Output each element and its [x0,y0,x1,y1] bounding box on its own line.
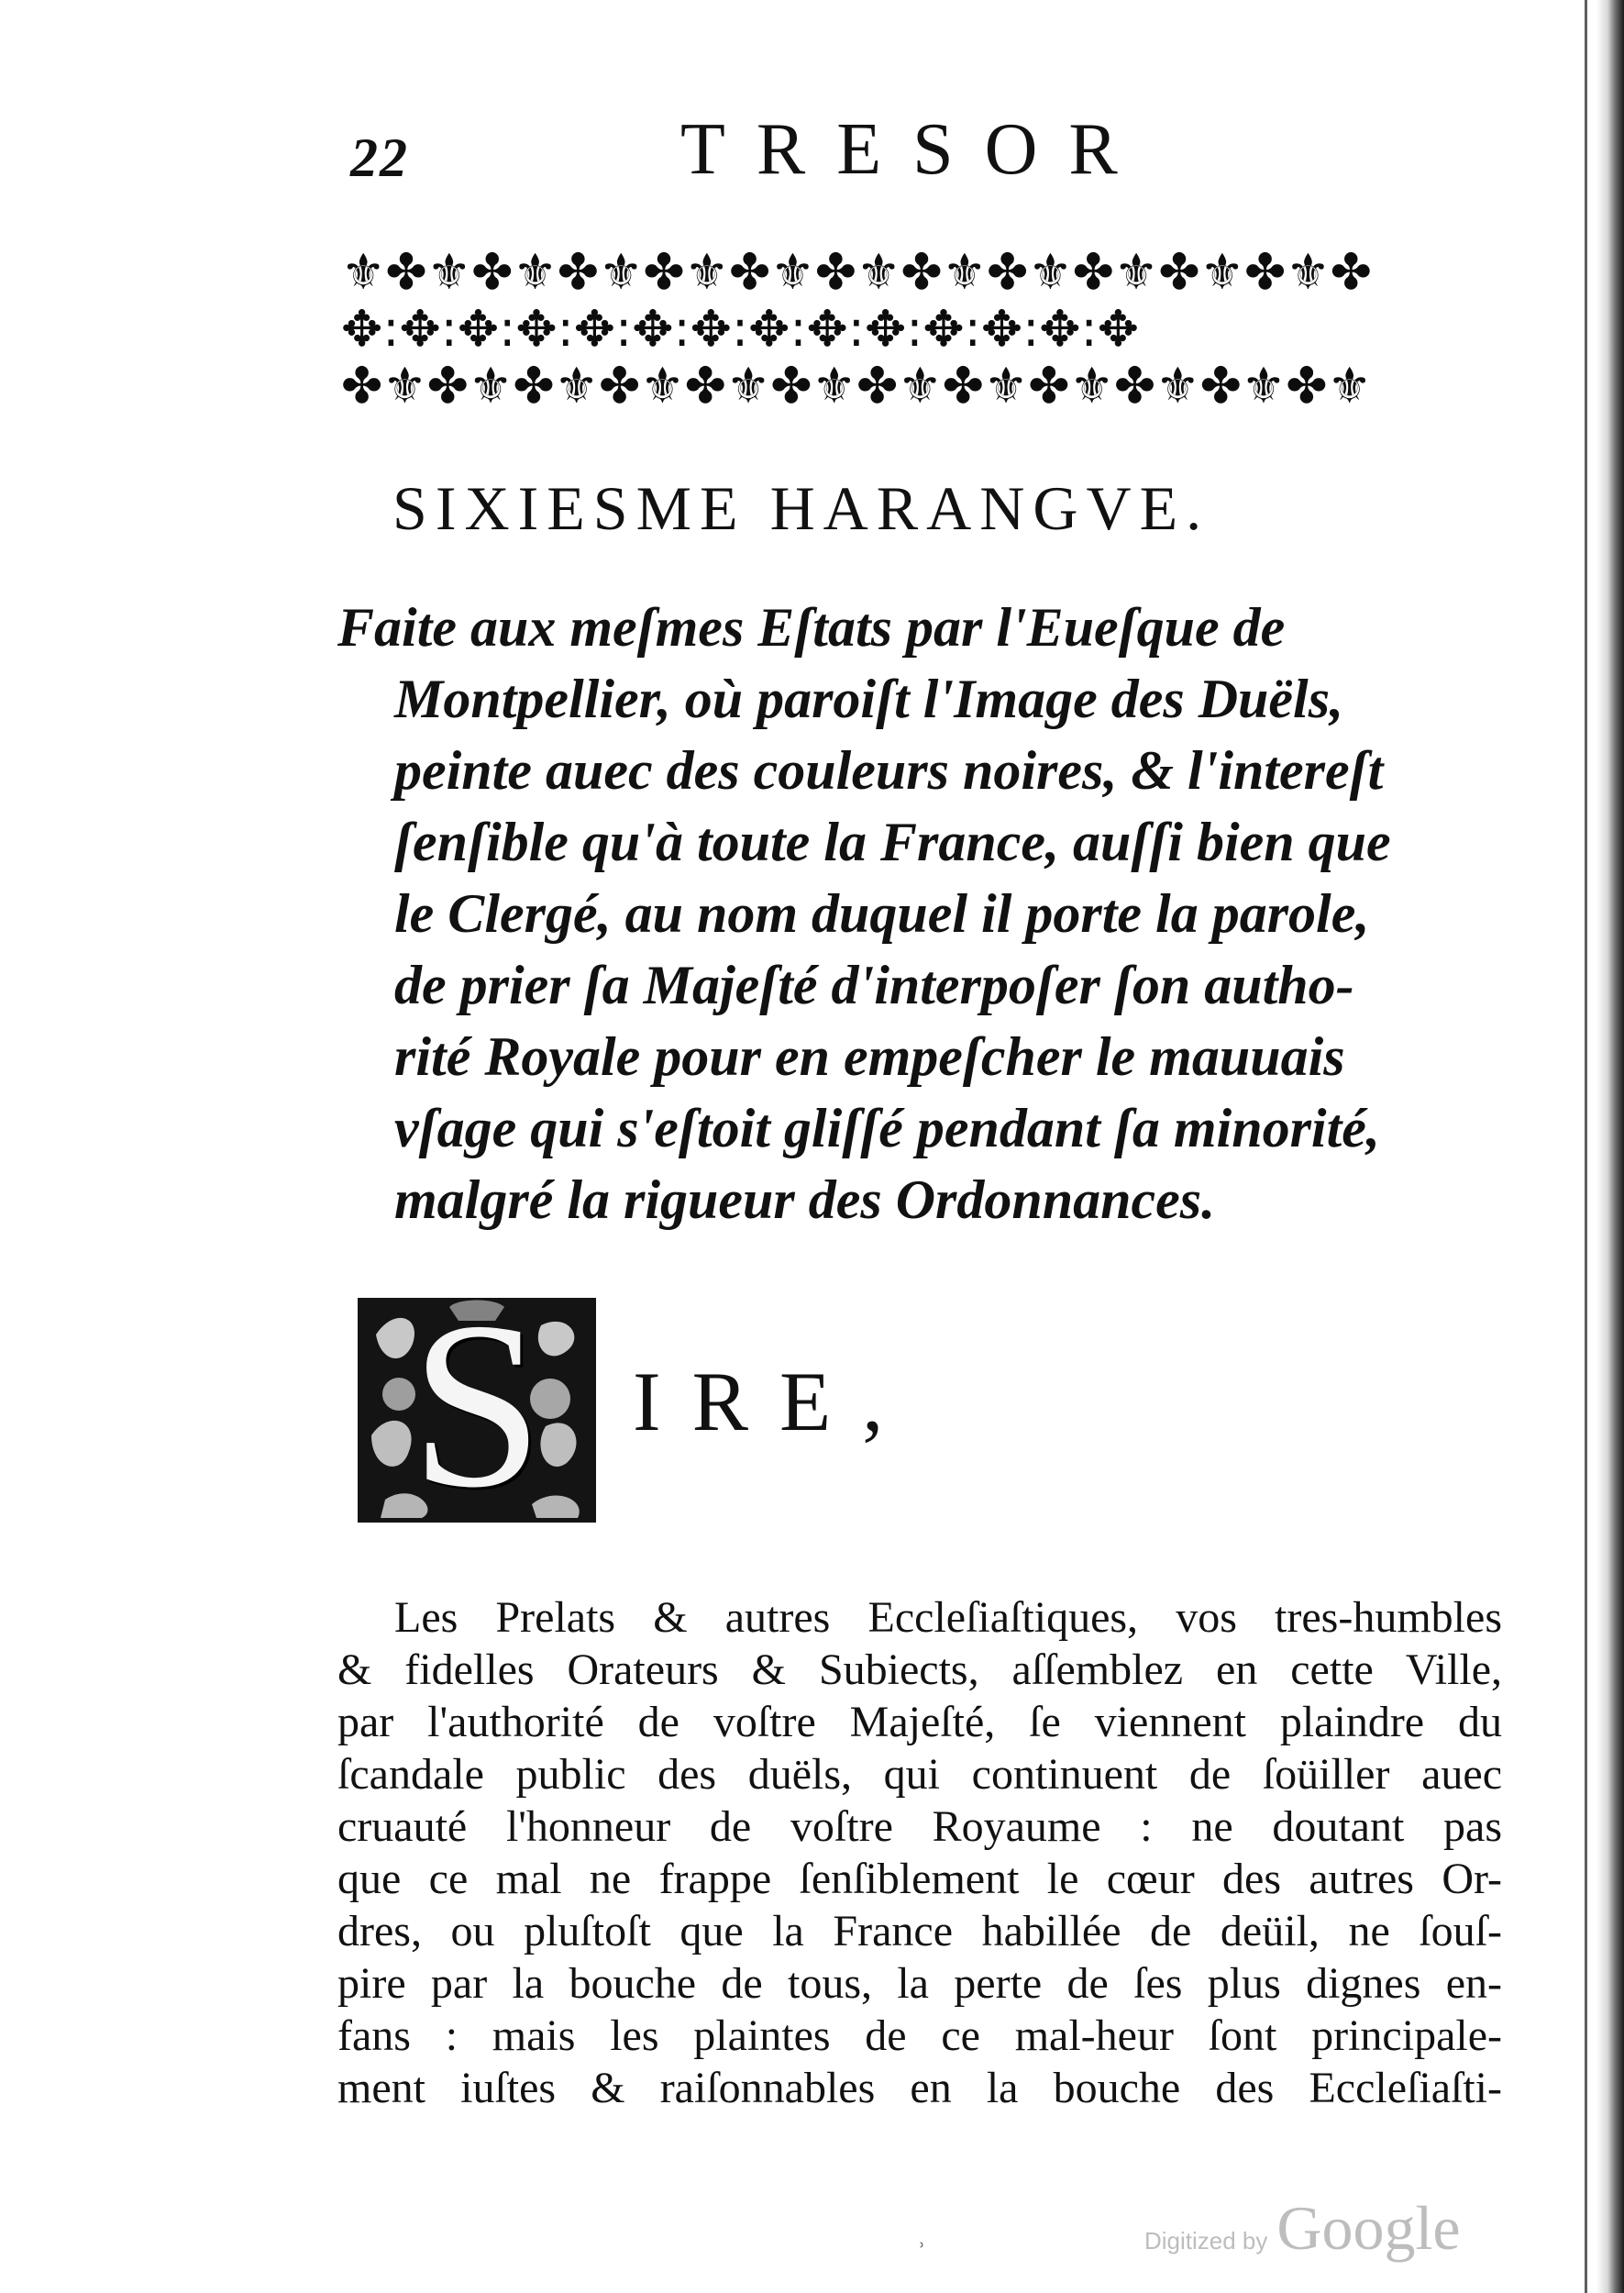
ornament-row-top: ⚜✤⚜✤⚜✤⚜✤⚜✤⚜✤⚜✤⚜✤⚜✤⚜✤⚜✤⚜✤ [341,246,1372,299]
section-title: SIXIESME HARANGVE. [392,473,1210,543]
watermark-brand-logo: Google [1276,2193,1461,2263]
body-line: dres, ou pluſtoſt que la France habillée de deüil, ne ſouſ- [337,1907,1502,1955]
summary-line: malgré la rigueur des Ordonnances. [394,1169,1216,1230]
summary-line: ſenſible qu'à toute la France, auſſi bien que [394,812,1391,872]
summary-line: Faite aux meſmes Eſtats par l'Eueſque de [337,597,1286,658]
catchmark: ʾ [917,2238,926,2268]
body-line: Les Prelats & autres Eccleſiaſtiques, vos tres-humbles [394,1593,1502,1642]
fleuron-ornament-band [341,246,1495,413]
page-gutter-line [1585,0,1587,2293]
drop-cap-letter: S [410,1298,544,1523]
salutation [358,1298,1091,1523]
summary-paragraph [337,592,1502,1235]
page-edge-shadow [1596,0,1624,2293]
body-line: ment iuſtes & raiſonnables en la bouche des Eccleſiaſti- [337,2064,1502,2112]
body-line: que ce mal ne frappe ſenſiblement le cœur des autres Or- [337,1855,1502,1903]
running-title: TRESOR [680,109,1149,190]
historiated-drop-cap [358,1298,596,1523]
body-line: pire par la bouche de tous, la perte de ſes plus dignes en- [337,1959,1502,2008]
body-line: par l'authorité de voſtre Majeſté, ſe viennent plaindre du [337,1698,1502,1746]
body-line: cruauté l'honneur de voſtre Royaume : ne doutant pas [337,1802,1502,1851]
ornament-row-middle: ✥:✥:✥:✥:✥:✥:✥:✥:✥:✥:✥:✥:✥:✥ [341,303,1139,356]
running-head [350,108,1487,191]
salutation-text: IRE, [633,1355,915,1448]
summary-line: vſage qui s'eſtoit gliſſé pendant ſa minorité, [394,1098,1380,1158]
body-line: fans : mais les plaintes de ce mal-heur ſont principale- [337,2011,1502,2060]
digitization-watermark [1144,2192,1461,2265]
page-number: 22 [350,127,409,188]
ornament-row-bottom: ✤⚜✤⚜✤⚜✤⚜✤⚜✤⚜✤⚜✤⚜✤⚜✤⚜✤⚜✤⚜ [341,360,1372,413]
summary-line: Montpellier, où paroiſt l'Image des Duëls, [394,669,1344,729]
body-paragraph [337,1591,1502,2114]
summary-line: rité Royale pour en empeſcher le mauuais [394,1026,1345,1087]
summary-line: peinte auec des couleurs noires, & l'intereſt [394,740,1384,801]
body-line: & fidelles Orateurs & Subiects, aſſemblez en cette Ville, [337,1645,1502,1694]
summary-line: de prier ſa Majeſté d'interpoſer ſon autho- [394,955,1354,1015]
body-line: ſcandale public des duëls, qui continuent de ſoüiller auec [337,1750,1502,1799]
watermark-prefix: Digitized by [1144,2227,1268,2254]
summary-line: le Clergé, au nom duquel il porte la parole, [394,883,1370,944]
